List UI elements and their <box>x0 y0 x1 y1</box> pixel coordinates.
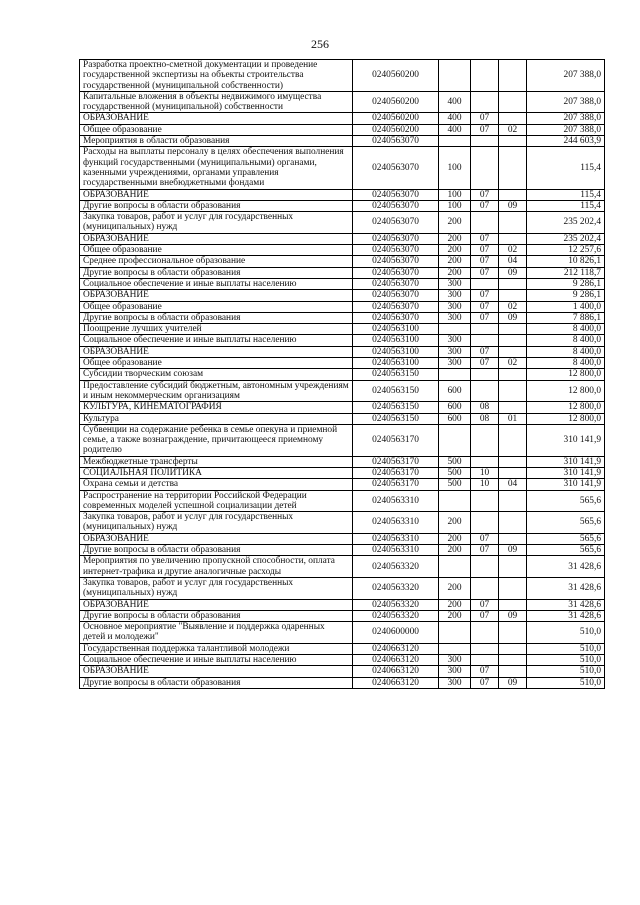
row-subsection <box>499 599 527 610</box>
row-name: Другие вопросы в области образования <box>80 312 353 323</box>
row-name: Другие вопросы в области образования <box>80 545 353 556</box>
row-target-code: 0240563070 <box>353 290 439 301</box>
row-name: Другие вопросы в области образования <box>80 610 353 621</box>
table-row <box>80 267 605 278</box>
table-row <box>80 643 605 654</box>
row-name: ОБРАЗОВАНИЕ <box>80 233 353 244</box>
row-name: Общее образование <box>80 358 353 369</box>
row-section: 07 <box>471 189 499 200</box>
row-target-code: 0240563070 <box>353 267 439 278</box>
row-subsection <box>499 147 527 189</box>
table-row <box>80 512 605 534</box>
row-subsection <box>499 290 527 301</box>
row-expense-type: 300 <box>439 312 471 323</box>
table-row <box>80 599 605 610</box>
row-subsection <box>499 402 527 413</box>
table-row <box>80 91 605 113</box>
row-name: Мероприятия по увеличению пропускной способности, оплата интернет-трафика и другие аналогичные расходы <box>80 556 353 578</box>
table-row <box>80 369 605 380</box>
table-row <box>80 467 605 478</box>
row-subsection <box>499 643 527 654</box>
table-row <box>80 490 605 512</box>
table-row <box>80 301 605 312</box>
budget-table-body <box>80 60 605 689</box>
table-row <box>80 610 605 621</box>
row-subsection <box>499 113 527 124</box>
row-expense-type: 200 <box>439 533 471 544</box>
row-amount: 12 800,0 <box>527 413 605 424</box>
row-name: Культура <box>80 413 353 424</box>
table-row <box>80 189 605 200</box>
row-target-code: 0240663120 <box>353 643 439 654</box>
row-target-code: 0240563070 <box>353 233 439 244</box>
row-amount: 31 428,6 <box>527 577 605 599</box>
row-expense-type: 200 <box>439 599 471 610</box>
table-row <box>80 424 605 456</box>
row-amount: 510,0 <box>527 666 605 677</box>
row-name: ОБРАЗОВАНИЕ <box>80 113 353 124</box>
row-amount: 310 141,9 <box>527 424 605 456</box>
row-target-code: 0240563070 <box>353 200 439 211</box>
row-expense-type: 300 <box>439 358 471 369</box>
row-name: Межбюджетные трансферты <box>80 456 353 467</box>
row-expense-type: 200 <box>439 245 471 256</box>
row-expense-type: 300 <box>439 655 471 666</box>
row-section: 07 <box>471 533 499 544</box>
row-section: 07 <box>471 346 499 357</box>
row-name: Другие вопросы в области образования <box>80 200 353 211</box>
page-number: 256 <box>311 37 329 51</box>
row-name: СОЦИАЛЬНАЯ ПОЛИТИКА <box>80 467 353 478</box>
row-target-code: 0240563070 <box>353 245 439 256</box>
row-subsection <box>499 335 527 346</box>
row-name: Закупка товаров, работ и услуг для государственных (муниципальных) нужд <box>80 212 353 234</box>
row-expense-type <box>439 136 471 147</box>
row-name: Охрана семьи и детства <box>80 479 353 490</box>
row-subsection <box>499 512 527 534</box>
row-target-code: 0240563170 <box>353 479 439 490</box>
row-subsection <box>499 533 527 544</box>
row-expense-type: 200 <box>439 267 471 278</box>
row-section <box>471 490 499 512</box>
row-section <box>471 278 499 289</box>
row-amount: 12 800,0 <box>527 402 605 413</box>
row-amount: 235 202,4 <box>527 233 605 244</box>
row-expense-type: 200 <box>439 212 471 234</box>
table-row <box>80 200 605 211</box>
row-target-code: 0240563170 <box>353 467 439 478</box>
row-amount: 12 800,0 <box>527 380 605 402</box>
row-target-code: 0240563070 <box>353 189 439 200</box>
row-amount: 235 202,4 <box>527 212 605 234</box>
table-row <box>80 324 605 335</box>
row-target-code: 0240563070 <box>353 278 439 289</box>
row-name: ОБРАЗОВАНИЕ <box>80 290 353 301</box>
row-target-code: 0240563310 <box>353 533 439 544</box>
row-subsection <box>499 490 527 512</box>
row-subsection <box>499 346 527 357</box>
row-target-code: 0240563310 <box>353 512 439 534</box>
row-name: КУЛЬТУРА, КИНЕМАТОГРАФИЯ <box>80 402 353 413</box>
row-expense-type: 200 <box>439 610 471 621</box>
table-row <box>80 124 605 135</box>
row-name: ОБРАЗОВАНИЕ <box>80 189 353 200</box>
row-name: Мероприятия в области образования <box>80 136 353 147</box>
row-subsection: 09 <box>499 267 527 278</box>
row-subsection <box>499 233 527 244</box>
row-target-code: 0240563320 <box>353 556 439 578</box>
row-expense-type <box>439 424 471 456</box>
table-row <box>80 256 605 267</box>
row-section: 07 <box>471 677 499 688</box>
row-amount: 1 400,0 <box>527 301 605 312</box>
table-row <box>80 290 605 301</box>
row-name: ОБРАЗОВАНИЕ <box>80 346 353 357</box>
row-section: 07 <box>471 245 499 256</box>
row-subsection <box>499 278 527 289</box>
row-name: Поощрение лучших учителей <box>80 324 353 335</box>
row-amount: 31 428,6 <box>527 610 605 621</box>
table-row <box>80 402 605 413</box>
row-target-code: 0240563070 <box>353 312 439 323</box>
table-row <box>80 533 605 544</box>
row-name: Другие вопросы в области образования <box>80 267 353 278</box>
row-expense-type: 200 <box>439 233 471 244</box>
row-name: Субвенции на содержание ребенка в семье опекуна и приемной семье, а также вознаграждение, причитающееся приемному родителю <box>80 424 353 456</box>
row-subsection: 09 <box>499 610 527 621</box>
table-row <box>80 346 605 357</box>
table-row <box>80 147 605 189</box>
row-amount: 8 400,0 <box>527 335 605 346</box>
row-expense-type <box>439 490 471 512</box>
row-name: Общее образование <box>80 124 353 135</box>
row-name: ОБРАЗОВАНИЕ <box>80 599 353 610</box>
row-section: 07 <box>471 610 499 621</box>
row-subsection <box>499 622 527 644</box>
row-subsection: 09 <box>499 677 527 688</box>
table-row <box>80 622 605 644</box>
row-expense-type: 300 <box>439 290 471 301</box>
row-target-code: 0240563100 <box>353 358 439 369</box>
row-target-code: 0240600000 <box>353 622 439 644</box>
row-amount: 565,6 <box>527 533 605 544</box>
row-target-code: 0240563150 <box>353 369 439 380</box>
table-row <box>80 233 605 244</box>
table-row <box>80 358 605 369</box>
row-expense-type: 400 <box>439 113 471 124</box>
row-section <box>471 91 499 113</box>
row-section <box>471 147 499 189</box>
row-name: Общее образование <box>80 301 353 312</box>
row-section <box>471 380 499 402</box>
row-target-code: 0240563070 <box>353 212 439 234</box>
row-subsection <box>499 380 527 402</box>
row-amount: 31 428,6 <box>527 599 605 610</box>
row-section <box>471 622 499 644</box>
row-expense-type: 600 <box>439 413 471 424</box>
row-name: Социальное обеспечение и иные выплаты населению <box>80 278 353 289</box>
row-amount: 565,6 <box>527 545 605 556</box>
row-target-code: 0240563170 <box>353 424 439 456</box>
row-name: Закупка товаров, работ и услуг для государственных (муниципальных) нужд <box>80 512 353 534</box>
row-expense-type: 300 <box>439 335 471 346</box>
row-target-code: 0240560200 <box>353 60 439 92</box>
row-section: 07 <box>471 290 499 301</box>
row-section: 08 <box>471 402 499 413</box>
row-expense-type: 200 <box>439 545 471 556</box>
row-name: Распространение на территории Российской Федерации современных моделей успешной социализации детей <box>80 490 353 512</box>
row-section <box>471 655 499 666</box>
row-target-code: 0240663120 <box>353 666 439 677</box>
row-expense-type: 300 <box>439 346 471 357</box>
table-row <box>80 113 605 124</box>
row-target-code: 0240563100 <box>353 346 439 357</box>
table-row <box>80 577 605 599</box>
table-row <box>80 666 605 677</box>
row-subsection: 09 <box>499 200 527 211</box>
row-target-code: 0240560200 <box>353 124 439 135</box>
row-expense-type: 300 <box>439 677 471 688</box>
row-section <box>471 324 499 335</box>
row-amount: 10 826,1 <box>527 256 605 267</box>
row-section <box>471 136 499 147</box>
row-expense-type: 200 <box>439 512 471 534</box>
row-expense-type: 500 <box>439 456 471 467</box>
row-expense-type <box>439 556 471 578</box>
row-expense-type <box>439 324 471 335</box>
row-amount: 510,0 <box>527 643 605 654</box>
row-name: Субсидии творческим союзам <box>80 369 353 380</box>
row-subsection: 02 <box>499 124 527 135</box>
row-subsection: 04 <box>499 479 527 490</box>
row-amount: 12 800,0 <box>527 369 605 380</box>
row-section: 07 <box>471 200 499 211</box>
row-amount: 212 118,7 <box>527 267 605 278</box>
row-name: Социальное обеспечение и иные выплаты населению <box>80 335 353 346</box>
row-name: Расходы на выплаты персоналу в целях обеспечения выполнения функций государственными (муниципальными) органами, казенными учреждениями, органами управления государственными внебюджетными фондами <box>80 147 353 189</box>
row-subsection: 02 <box>499 301 527 312</box>
row-expense-type: 200 <box>439 577 471 599</box>
row-name: ОБРАЗОВАНИЕ <box>80 533 353 544</box>
row-target-code: 0240563320 <box>353 610 439 621</box>
row-section <box>471 577 499 599</box>
row-amount: 115,4 <box>527 147 605 189</box>
row-target-code: 0240563170 <box>353 456 439 467</box>
row-section: 07 <box>471 545 499 556</box>
row-target-code: 0240560200 <box>353 91 439 113</box>
row-target-code: 0240563070 <box>353 136 439 147</box>
row-name: Основное мероприятие "Выявление и поддержка одаренных детей и молодежи" <box>80 622 353 644</box>
row-section: 07 <box>471 256 499 267</box>
row-expense-type: 400 <box>439 91 471 113</box>
table-row <box>80 60 605 92</box>
row-target-code: 0240563150 <box>353 413 439 424</box>
row-target-code: 0240563070 <box>353 301 439 312</box>
row-expense-type: 300 <box>439 301 471 312</box>
row-section: 10 <box>471 479 499 490</box>
row-subsection: 02 <box>499 245 527 256</box>
row-section: 07 <box>471 301 499 312</box>
row-subsection: 09 <box>499 312 527 323</box>
table-row <box>80 456 605 467</box>
row-section: 10 <box>471 467 499 478</box>
row-amount: 31 428,6 <box>527 556 605 578</box>
row-amount: 9 286,1 <box>527 278 605 289</box>
row-amount: 310 141,9 <box>527 467 605 478</box>
row-expense-type: 200 <box>439 256 471 267</box>
row-name: Социальное обеспечение и иные выплаты населению <box>80 655 353 666</box>
row-subsection <box>499 60 527 92</box>
row-amount: 7 886,1 <box>527 312 605 323</box>
row-expense-type: 400 <box>439 124 471 135</box>
table-row <box>80 245 605 256</box>
row-amount: 12 257,6 <box>527 245 605 256</box>
row-subsection <box>499 91 527 113</box>
row-expense-type: 100 <box>439 200 471 211</box>
row-section <box>471 335 499 346</box>
row-amount: 310 141,9 <box>527 479 605 490</box>
row-target-code: 0240563310 <box>353 490 439 512</box>
row-subsection <box>499 189 527 200</box>
row-amount: 207 388,0 <box>527 113 605 124</box>
row-amount: 8 400,0 <box>527 358 605 369</box>
table-row <box>80 312 605 323</box>
row-subsection <box>499 424 527 456</box>
row-amount: 510,0 <box>527 677 605 688</box>
table-row <box>80 479 605 490</box>
row-section <box>471 556 499 578</box>
row-amount: 510,0 <box>527 655 605 666</box>
row-expense-type: 300 <box>439 278 471 289</box>
row-target-code: 0240563100 <box>353 324 439 335</box>
row-amount: 244 603,9 <box>527 136 605 147</box>
row-expense-type <box>439 622 471 644</box>
row-section: 07 <box>471 233 499 244</box>
row-target-code: 0240563320 <box>353 577 439 599</box>
row-amount: 9 286,1 <box>527 290 605 301</box>
row-expense-type: 600 <box>439 402 471 413</box>
table-row <box>80 380 605 402</box>
row-expense-type: 100 <box>439 147 471 189</box>
row-subsection <box>499 577 527 599</box>
table-row <box>80 212 605 234</box>
row-section <box>471 369 499 380</box>
row-subsection: 09 <box>499 545 527 556</box>
row-section <box>471 512 499 534</box>
row-target-code: 0240563320 <box>353 599 439 610</box>
row-target-code: 0240563310 <box>353 545 439 556</box>
row-expense-type: 100 <box>439 189 471 200</box>
row-section: 07 <box>471 124 499 135</box>
row-target-code: 0240663120 <box>353 655 439 666</box>
row-amount: 565,6 <box>527 512 605 534</box>
table-row <box>80 136 605 147</box>
row-section: 07 <box>471 267 499 278</box>
row-amount: 115,4 <box>527 200 605 211</box>
row-amount: 207 388,0 <box>527 91 605 113</box>
row-expense-type <box>439 60 471 92</box>
row-subsection <box>499 212 527 234</box>
row-subsection: 02 <box>499 358 527 369</box>
row-subsection <box>499 324 527 335</box>
budget-table <box>79 59 605 689</box>
row-section <box>471 643 499 654</box>
table-row <box>80 335 605 346</box>
row-subsection <box>499 467 527 478</box>
row-name: Общее образование <box>80 245 353 256</box>
row-amount: 8 400,0 <box>527 346 605 357</box>
row-target-code: 0240563150 <box>353 380 439 402</box>
row-subsection: 01 <box>499 413 527 424</box>
row-section: 07 <box>471 358 499 369</box>
table-row <box>80 655 605 666</box>
row-amount: 565,6 <box>527 490 605 512</box>
row-section <box>471 212 499 234</box>
row-section: 07 <box>471 312 499 323</box>
row-name: Предоставление субсидий бюджетным, автономным учреждениям и иным некоммерческим организациям <box>80 380 353 402</box>
row-name: Закупка товаров, работ и услуг для государственных (муниципальных) нужд <box>80 577 353 599</box>
row-subsection <box>499 556 527 578</box>
row-subsection <box>499 369 527 380</box>
row-expense-type <box>439 369 471 380</box>
row-target-code: 0240563070 <box>353 147 439 189</box>
row-amount: 8 400,0 <box>527 324 605 335</box>
row-target-code: 0240563150 <box>353 402 439 413</box>
row-amount: 207 388,0 <box>527 60 605 92</box>
row-name: Государственная поддержка талантливой молодежи <box>80 643 353 654</box>
row-name: Другие вопросы в области образования <box>80 677 353 688</box>
row-name: Среднее профессиональное образование <box>80 256 353 267</box>
row-amount: 115,4 <box>527 189 605 200</box>
row-target-code: 0240563070 <box>353 256 439 267</box>
row-subsection <box>499 655 527 666</box>
row-section <box>471 60 499 92</box>
row-expense-type: 300 <box>439 666 471 677</box>
row-target-code: 0240563100 <box>353 335 439 346</box>
row-name: ОБРАЗОВАНИЕ <box>80 666 353 677</box>
row-name: Разработка проектно-сметной документации и проведение государственной экспертизы на объекты строительства государственной (муниципальной собственности) <box>80 60 353 92</box>
table-row <box>80 545 605 556</box>
row-expense-type: 500 <box>439 467 471 478</box>
row-section <box>471 424 499 456</box>
row-section: 07 <box>471 666 499 677</box>
row-subsection <box>499 136 527 147</box>
row-section: 08 <box>471 413 499 424</box>
row-section <box>471 456 499 467</box>
table-row <box>80 556 605 578</box>
row-expense-type <box>439 643 471 654</box>
row-subsection: 04 <box>499 256 527 267</box>
row-expense-type: 500 <box>439 479 471 490</box>
row-section: 07 <box>471 599 499 610</box>
row-target-code: 0240560200 <box>353 113 439 124</box>
row-name: Капитальные вложения в объекты недвижимого имущества государственной (муниципальной) собственности <box>80 91 353 113</box>
table-row <box>80 677 605 688</box>
row-target-code: 0240663120 <box>353 677 439 688</box>
row-subsection <box>499 456 527 467</box>
row-amount: 310 141,9 <box>527 456 605 467</box>
row-amount: 207 388,0 <box>527 124 605 135</box>
row-expense-type: 600 <box>439 380 471 402</box>
row-amount: 510,0 <box>527 622 605 644</box>
table-row <box>80 278 605 289</box>
table-row <box>80 413 605 424</box>
row-section: 07 <box>471 113 499 124</box>
row-subsection <box>499 666 527 677</box>
